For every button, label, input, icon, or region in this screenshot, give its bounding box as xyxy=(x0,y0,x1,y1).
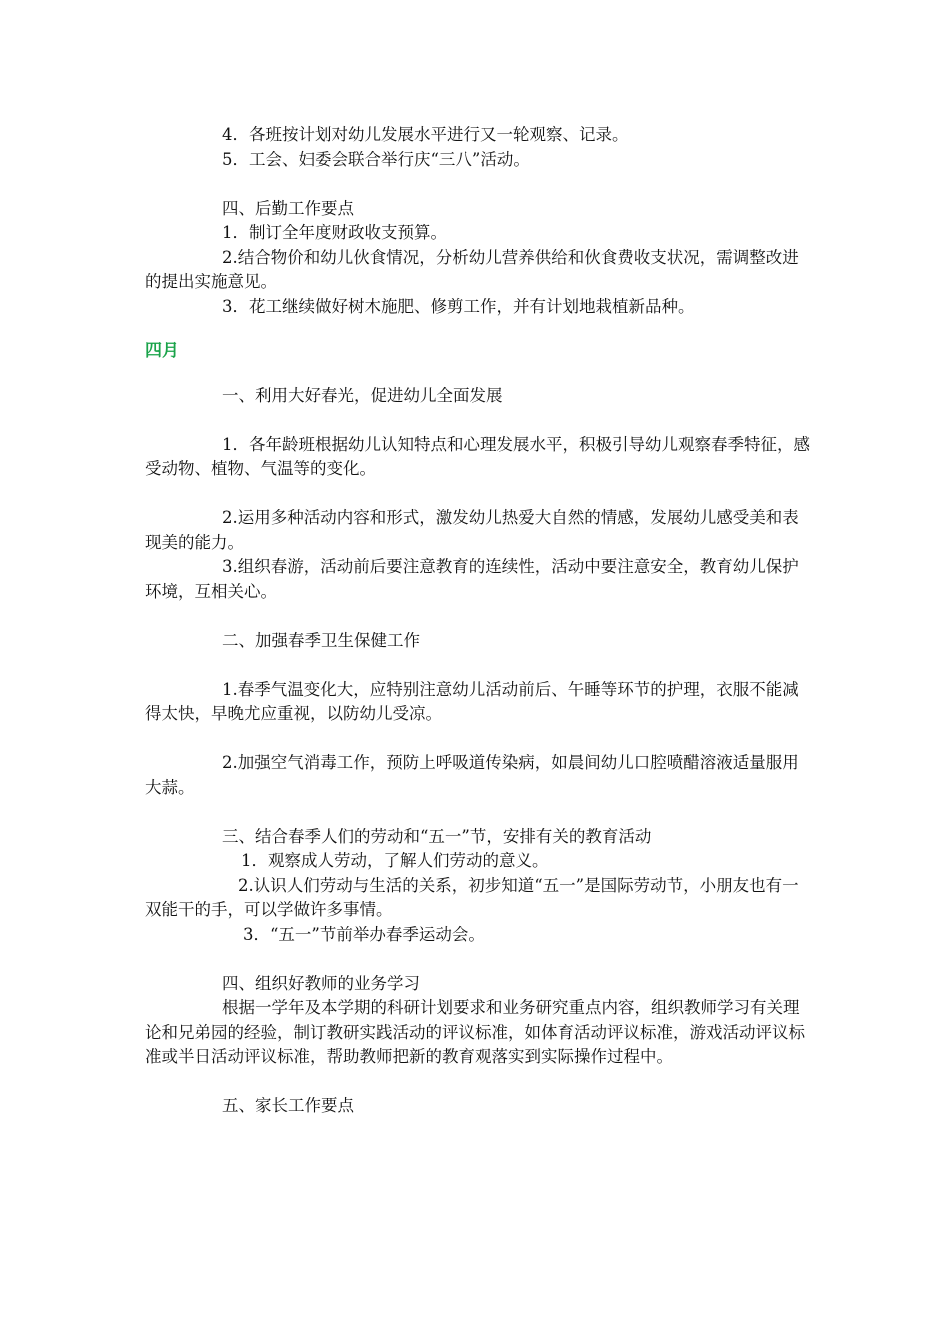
section-heading: 四、后勤工作要点 xyxy=(222,198,354,218)
list-item: 1．各年龄班根据幼儿认知特点和心理发展水平，积极引导幼儿观察春季特征，感受动物、植物、气温等的变化。 xyxy=(145,434,810,478)
spacer xyxy=(145,482,810,507)
list-item: 1.春季气温变化大，应特别注意幼儿活动前后、午睡等环节的护理，衣服不能减得太快，早晚尤应重视，以防幼儿受凉。 xyxy=(145,679,799,723)
spacer xyxy=(145,653,810,678)
list-item: 4．各班按计划对幼儿发展水平进行又一轮观察、记录。 xyxy=(222,125,629,144)
list-item: 2.运用多种活动内容和形式，激发幼儿热爱大自然的情感，发展幼儿感受美和表现美的能力。 xyxy=(145,508,799,552)
list-item: 3．花工继续做好树木施肥、修剪工作，并有计划地栽植新品种。 xyxy=(222,296,695,316)
spacer xyxy=(145,727,810,752)
spacer xyxy=(145,1070,810,1095)
paragraph: 根据一学年及本学期的科研计划要求和业务研究重点内容，组织教师学习有关理论和兄弟园的经验，制订教研实践活动的评议标准，如体育活动评议标准，游戏活动评议标准或半日活动评议标准，帮助教师把新的教育观落实到实际操作过程中。 xyxy=(145,998,805,1066)
spacer xyxy=(145,172,810,197)
list-item: 2.认识人们劳动与生活的关系，初步知道“五一”是国际劳动节，小朋友也有一双能干的手，可以学做许多事情。 xyxy=(145,875,799,919)
spacer xyxy=(145,408,810,433)
document-body xyxy=(145,123,810,1119)
spacer xyxy=(145,319,810,339)
list-item: 1．制订全年度财政收支预算。 xyxy=(222,223,447,242)
section-heading: 五、家长工作要点 xyxy=(222,1096,354,1115)
list-item: 3．“五一”节前举办春季运动会。 xyxy=(243,924,485,944)
list-item: 2.结合物价和幼儿伙食情况，分析幼儿营养供给和伙食费收支状况，需调整改进的提出实施意见。 xyxy=(145,247,799,291)
spacer xyxy=(145,947,810,972)
spacer xyxy=(145,604,810,629)
list-item: 5．工会、妇委会联合举行庆“三八”活动。 xyxy=(222,149,530,169)
section-heading: 二、加强春季卫生保健工作 xyxy=(222,630,420,650)
spacer xyxy=(145,800,810,825)
section-heading: 四、组织好教师的业务学习 xyxy=(222,973,420,993)
list-item: 1．观察成人劳动，了解人们劳动的意义。 xyxy=(241,851,549,870)
list-item: 2.加强空气消毒工作，预防上呼吸道传染病，如晨间幼儿口腔喷醋溶液适量服用大蒜。 xyxy=(145,753,799,797)
section-heading: 一、利用大好春光，促进幼儿全面发展 xyxy=(222,385,503,405)
list-item: 3.组织春游，活动前后要注意教育的连续性，活动中要注意安全，教育幼儿保护环境，互相关心。 xyxy=(145,557,799,601)
section-heading: 三、结合春季人们的劳动和“五一”节，安排有关的教育活动 xyxy=(222,826,652,846)
spacer xyxy=(145,364,810,384)
month-title: 四月 xyxy=(145,341,179,361)
